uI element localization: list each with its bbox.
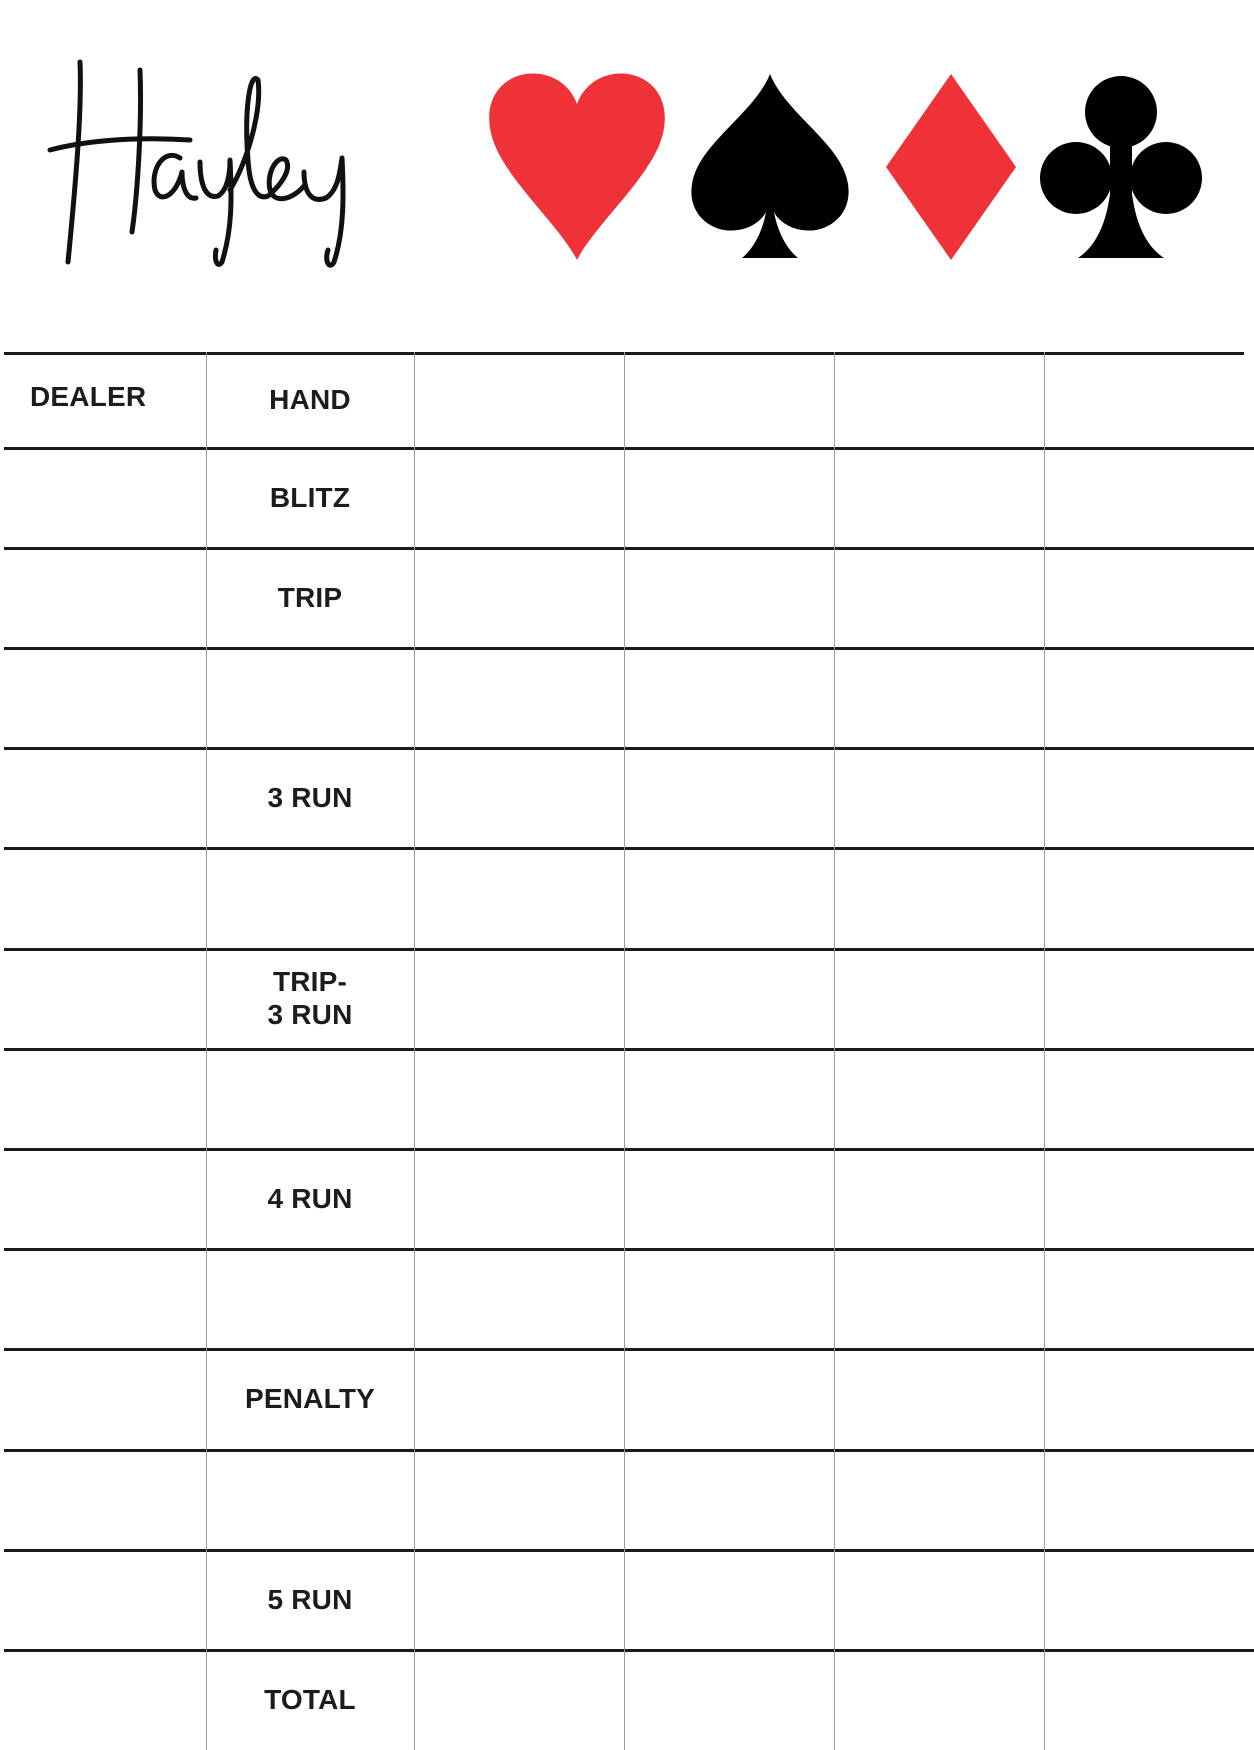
score-cell[interactable] bbox=[1045, 1452, 1253, 1548]
hand-label bbox=[206, 965, 414, 1031]
dealer-cell[interactable] bbox=[4, 1251, 204, 1347]
score-cell[interactable] bbox=[835, 1652, 1043, 1749]
score-cell[interactable] bbox=[835, 1351, 1043, 1448]
score-cell[interactable] bbox=[415, 450, 623, 546]
hand-label bbox=[206, 481, 414, 514]
score-cell[interactable] bbox=[1045, 750, 1253, 846]
hand-label bbox=[206, 781, 414, 814]
score-sheet bbox=[0, 350, 1254, 1750]
score-cell[interactable] bbox=[835, 1151, 1043, 1247]
score-cell[interactable] bbox=[625, 1251, 833, 1347]
score-cell[interactable] bbox=[625, 1452, 833, 1548]
score-cell[interactable] bbox=[835, 951, 1043, 1047]
score-cell[interactable] bbox=[1045, 1151, 1253, 1247]
score-cell[interactable] bbox=[625, 1552, 833, 1648]
score-cell[interactable] bbox=[415, 750, 623, 846]
hand-label bbox=[206, 1182, 414, 1215]
dealer-header: DEALER bbox=[30, 381, 147, 412]
score-cell[interactable] bbox=[1045, 1051, 1253, 1147]
dealer-cell[interactable] bbox=[4, 450, 204, 546]
score-cell[interactable] bbox=[835, 355, 1043, 446]
score-cell[interactable] bbox=[835, 1552, 1043, 1648]
score-cell[interactable] bbox=[1045, 951, 1253, 1047]
score-cell[interactable] bbox=[835, 750, 1043, 846]
score-cell[interactable] bbox=[625, 1151, 833, 1247]
score-cell[interactable] bbox=[625, 450, 833, 546]
hand-label-line: TOTAL bbox=[264, 1684, 356, 1715]
score-cell[interactable] bbox=[625, 850, 833, 947]
column-divider bbox=[206, 352, 207, 1750]
score-cell[interactable] bbox=[415, 850, 623, 947]
hand-label bbox=[206, 1382, 414, 1415]
score-cell[interactable] bbox=[415, 1151, 623, 1247]
spade-icon bbox=[690, 74, 850, 260]
hand-label bbox=[206, 1683, 414, 1716]
score-cell[interactable] bbox=[1045, 1351, 1253, 1448]
hand-label-line: 4 RUN bbox=[267, 1182, 353, 1214]
score-cell[interactable] bbox=[415, 1351, 623, 1448]
dealer-cell[interactable] bbox=[4, 850, 204, 947]
score-cell[interactable] bbox=[835, 1452, 1043, 1548]
score-cell[interactable] bbox=[1045, 450, 1253, 546]
diamond-icon bbox=[886, 74, 1016, 260]
hand-label-line: HAND bbox=[269, 384, 351, 415]
score-cell[interactable] bbox=[415, 1251, 623, 1347]
hand-label-line: TRIP bbox=[277, 581, 343, 613]
score-cell[interactable] bbox=[415, 550, 623, 646]
dealer-cell[interactable] bbox=[4, 1452, 204, 1548]
hand-label bbox=[206, 581, 414, 614]
score-cell[interactable] bbox=[835, 550, 1043, 646]
score-cell[interactable] bbox=[415, 1051, 623, 1147]
score-cell[interactable] bbox=[835, 1051, 1043, 1147]
score-cell[interactable] bbox=[835, 850, 1043, 947]
score-cell[interactable] bbox=[415, 951, 623, 1047]
score-cell[interactable] bbox=[835, 650, 1043, 746]
dealer-cell[interactable] bbox=[4, 1552, 204, 1648]
player-name-script bbox=[0, 0, 460, 290]
dealer-cell[interactable] bbox=[4, 550, 204, 646]
score-cell[interactable] bbox=[625, 550, 833, 646]
score-cell[interactable] bbox=[1045, 355, 1253, 446]
hand-label-line: 3 RUN bbox=[267, 781, 353, 813]
score-cell[interactable] bbox=[625, 750, 833, 846]
hand-label-line: 5 RUN bbox=[267, 1583, 353, 1615]
score-cell[interactable] bbox=[1045, 1552, 1253, 1648]
score-cell[interactable] bbox=[1045, 1251, 1253, 1347]
score-cell[interactable] bbox=[835, 450, 1043, 546]
hand-label-line: BLITZ bbox=[269, 481, 351, 513]
score-cell[interactable] bbox=[1045, 550, 1253, 646]
score-cell[interactable] bbox=[625, 650, 833, 746]
hand-label-line: PENALTY bbox=[245, 1383, 375, 1414]
score-cell[interactable] bbox=[625, 1051, 833, 1147]
dealer-cell[interactable] bbox=[4, 1351, 204, 1448]
club-icon bbox=[1040, 74, 1202, 260]
score-cell[interactable] bbox=[625, 1652, 833, 1749]
dealer-cell[interactable] bbox=[4, 1652, 204, 1749]
header bbox=[0, 0, 1254, 300]
score-cell[interactable] bbox=[415, 355, 623, 446]
hand-label-line: 3 RUN bbox=[267, 999, 353, 1030]
score-cell[interactable] bbox=[415, 1552, 623, 1648]
score-cell[interactable] bbox=[415, 1652, 623, 1749]
dealer-cell[interactable] bbox=[4, 1151, 204, 1247]
score-cell[interactable] bbox=[1045, 850, 1253, 947]
score-cell[interactable] bbox=[1045, 650, 1253, 746]
hand-label-line: TRIP- bbox=[272, 966, 348, 997]
score-cell[interactable] bbox=[415, 1452, 623, 1548]
hand-label bbox=[206, 1583, 414, 1616]
score-cell[interactable] bbox=[415, 650, 623, 746]
score-cell[interactable] bbox=[1045, 1652, 1253, 1749]
score-cell[interactable] bbox=[625, 1351, 833, 1448]
dealer-cell[interactable] bbox=[4, 650, 204, 746]
dealer-cell[interactable] bbox=[4, 750, 204, 846]
score-cell[interactable] bbox=[835, 1251, 1043, 1347]
dealer-cell[interactable] bbox=[4, 1051, 204, 1147]
score-cell[interactable] bbox=[625, 355, 833, 446]
score-cell[interactable] bbox=[625, 951, 833, 1047]
hand-label bbox=[206, 383, 414, 416]
dealer-cell[interactable] bbox=[4, 951, 204, 1047]
heart-icon bbox=[488, 72, 666, 260]
